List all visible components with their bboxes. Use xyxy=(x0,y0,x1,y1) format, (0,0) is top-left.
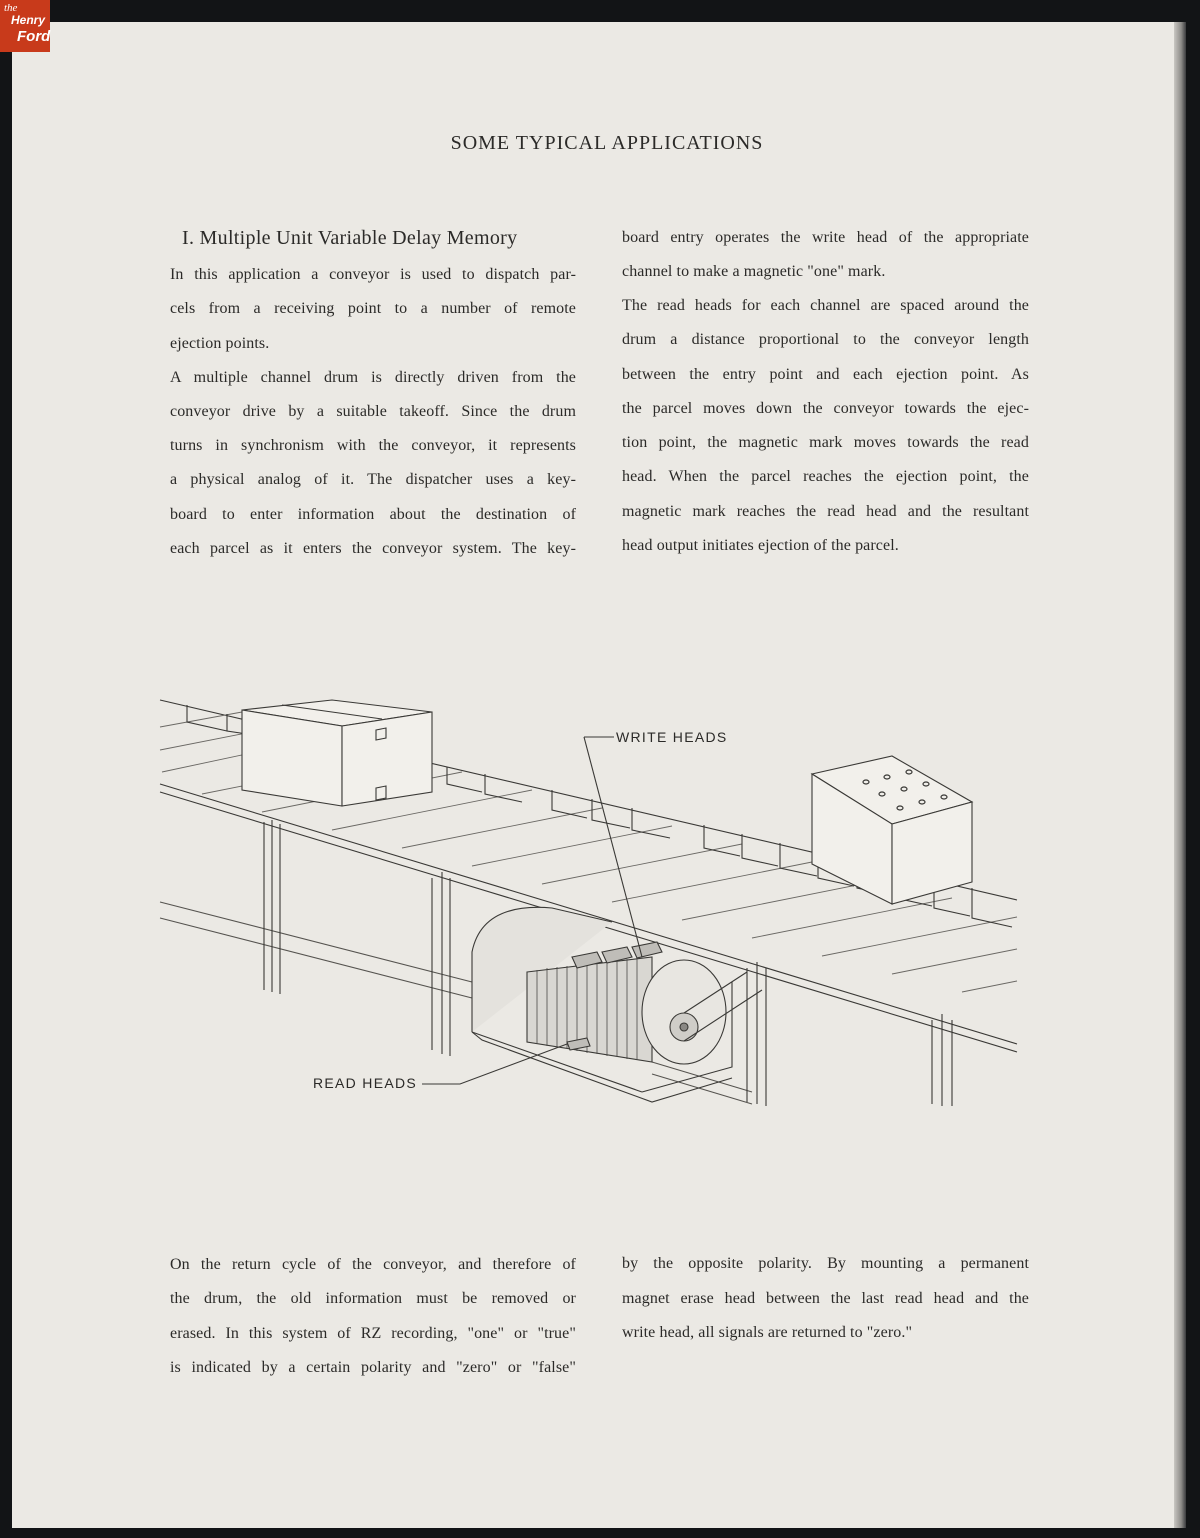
right-paragraph-line: board entry operates the write head of the appropriate xyxy=(622,229,1029,246)
bottom-left-line: is indicated by a certain polarity and "zero" or "false" xyxy=(170,1359,576,1376)
left-paragraph-line: A multiple channel drum is directly driven from the xyxy=(170,369,576,386)
left-paragraph-line: In this application a conveyor is used to dispatch par- xyxy=(170,266,576,283)
right-paragraph-line: channel to make a magnetic "one" mark. xyxy=(622,263,886,280)
bottom-right-line: by the opposite polarity. By mounting a permanent xyxy=(622,1255,1029,1272)
left-paragraph-line: cels from a receiving point to a number of remote xyxy=(170,300,576,317)
bottom-left-line: On the return cycle of the conveyor, and therefore of xyxy=(170,1256,576,1273)
left-paragraph-line: board to enter information about the destination of xyxy=(170,506,576,523)
right-paragraph-line: the parcel moves down the conveyor towards the ejec- xyxy=(622,400,1029,417)
bottom-left-line: erased. In this system of RZ recording, "one" or "true" xyxy=(170,1325,576,1342)
read-heads-leader xyxy=(422,1044,567,1084)
right-paragraph-line: drum a distance proportional to the conveyor length xyxy=(622,331,1029,348)
left-paragraph-line: conveyor drive by a suitable takeoff. Since the drum xyxy=(170,403,576,420)
document-page xyxy=(12,22,1174,1528)
right-paragraph-line: head output initiates ejection of the parcel. xyxy=(622,537,899,554)
bottom-left-line: the drum, the old information must be removed or xyxy=(170,1290,576,1307)
right-paragraph-line: magnetic mark reaches the read head and the resultant xyxy=(622,503,1029,520)
read-heads-label: READ HEADS xyxy=(313,1075,418,1091)
left-paragraph-line: turns in synchronism with the conveyor, it represents xyxy=(170,437,576,454)
logo-text: the xyxy=(4,2,18,14)
right-paragraph-line: tion point, the magnetic mark moves towards the read xyxy=(622,434,1029,451)
left-paragraph-line: a physical analog of it. The dispatcher uses a key- xyxy=(170,471,576,488)
bottom-right-line: magnet erase head between the last read head and the xyxy=(622,1290,1029,1307)
page-title: SOME TYPICAL APPLICATIONS xyxy=(450,132,764,154)
section-heading: I. Multiple Unit Variable Delay Memory xyxy=(182,227,518,249)
parcel-box xyxy=(242,700,432,806)
henry-ford-logo xyxy=(0,0,50,52)
left-paragraph-line: ejection points. xyxy=(170,335,270,352)
left-paragraph-line: each parcel as it enters the conveyor system. The key- xyxy=(170,540,576,557)
logo-text: Henry xyxy=(11,13,46,27)
logo-text: Ford xyxy=(17,28,51,45)
right-paragraph-line: between the entry point and each ejection point. As xyxy=(622,366,1029,383)
write-heads-label: WRITE HEADS xyxy=(616,729,728,745)
bottom-right-line: write head, all signals are returned to "zero." xyxy=(622,1324,913,1341)
right-paragraph-line: The read heads for each channel are spaced around the xyxy=(622,297,1029,314)
right-paragraph-line: head. When the parcel reaches the ejection point, the xyxy=(622,468,1029,485)
page-edge xyxy=(1174,22,1186,1528)
